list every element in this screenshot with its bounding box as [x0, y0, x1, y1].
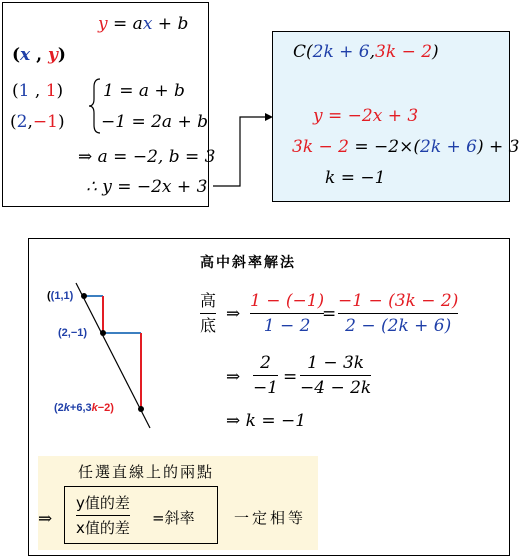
sub-lhs: 3k − 2 — [292, 137, 349, 157]
note-fraction — [76, 493, 130, 538]
f4-num: 1 − 3k — [307, 353, 365, 373]
point-a-dot — [81, 293, 87, 299]
point-c-label: (2k+6,3k−2) — [54, 402, 114, 414]
gao-di-fraction — [200, 291, 216, 336]
f1-den: 1 − 2 — [263, 316, 311, 336]
note-implies: ⇒ — [38, 509, 53, 529]
point-b-label: (2,−1) — [58, 327, 88, 339]
f2-num: −1 − (3k − 2) — [338, 291, 459, 311]
system-equation-2: −1 = 2a + b — [101, 112, 208, 132]
c-x: 2k + 6 — [312, 42, 370, 62]
k-result: k = −1 — [325, 168, 386, 188]
slope-fraction-1 — [250, 291, 324, 336]
note-num: y值的差 — [76, 494, 130, 512]
eq-y: y — [98, 14, 108, 34]
point-a-label: ((1,1) — [47, 290, 74, 302]
point-b-dot — [100, 330, 106, 336]
note-title: 任選直線上的兩點 — [78, 463, 215, 481]
c-comma: , — [369, 42, 376, 62]
eq-plus-b: + b — [152, 14, 189, 34]
coordinate-pair-header: (x , y) — [12, 45, 66, 65]
f4-den: −4 − 2k — [300, 378, 372, 398]
slope-k-result: ⇒ k = −1 — [226, 411, 307, 431]
slope-fraction-2 — [338, 291, 458, 336]
equals-2: = — [283, 367, 298, 387]
sub-rhs-mid: 2k + 6 — [420, 137, 477, 157]
point-two: (2,−1) — [10, 112, 65, 132]
f2-den: 2 − (2k + 6) — [345, 316, 452, 336]
eq-equals: = — [107, 14, 133, 34]
c-open: C( — [293, 42, 313, 62]
line-equation: y = −2x + 3 — [313, 106, 419, 126]
pair-x: x — [20, 45, 31, 65]
slope-fraction-3 — [253, 353, 278, 398]
eq-x: x — [142, 14, 153, 34]
sub-rhs-pre: = −2×( — [349, 137, 420, 157]
note-equals-slope: =斜率 — [152, 509, 195, 527]
eq-a: a — [132, 14, 143, 34]
slope-fraction-4 — [300, 353, 371, 398]
gao-label: 高 — [200, 291, 217, 310]
coefficients-result: ⇒ a = −2, b = 3 — [78, 147, 216, 167]
c-close: ) — [432, 42, 439, 62]
p2-x: 2 — [16, 112, 28, 132]
f3-num: 2 — [260, 353, 271, 373]
note-den: x值的差 — [76, 519, 130, 537]
sub-rhs-post: ) + 3 — [477, 137, 520, 157]
f3-den: −1 — [253, 378, 279, 398]
point-one: (1 , 1) — [12, 81, 64, 101]
slope-method-title: 高中斜率解法 — [200, 255, 296, 271]
implies-1: ⇒ — [226, 304, 241, 324]
line-equation-result: ∴ y = −2x + 3 — [86, 177, 208, 197]
note-tail: 一定相等 — [234, 509, 307, 527]
f1-num: 1 − (−1) — [250, 291, 325, 311]
pair-y: y — [47, 45, 58, 65]
p2-y: −1 — [32, 112, 58, 132]
point-c-dot — [138, 406, 144, 412]
di-label: 底 — [200, 316, 217, 335]
c-y: 3k − 2 — [375, 42, 433, 62]
equals-1: = — [322, 304, 337, 324]
p1-y: 1 — [45, 81, 57, 101]
system-equation-1: 1 = a + b — [103, 81, 185, 101]
p1-x: 1 — [18, 81, 30, 101]
implies-2: ⇒ — [226, 367, 241, 387]
